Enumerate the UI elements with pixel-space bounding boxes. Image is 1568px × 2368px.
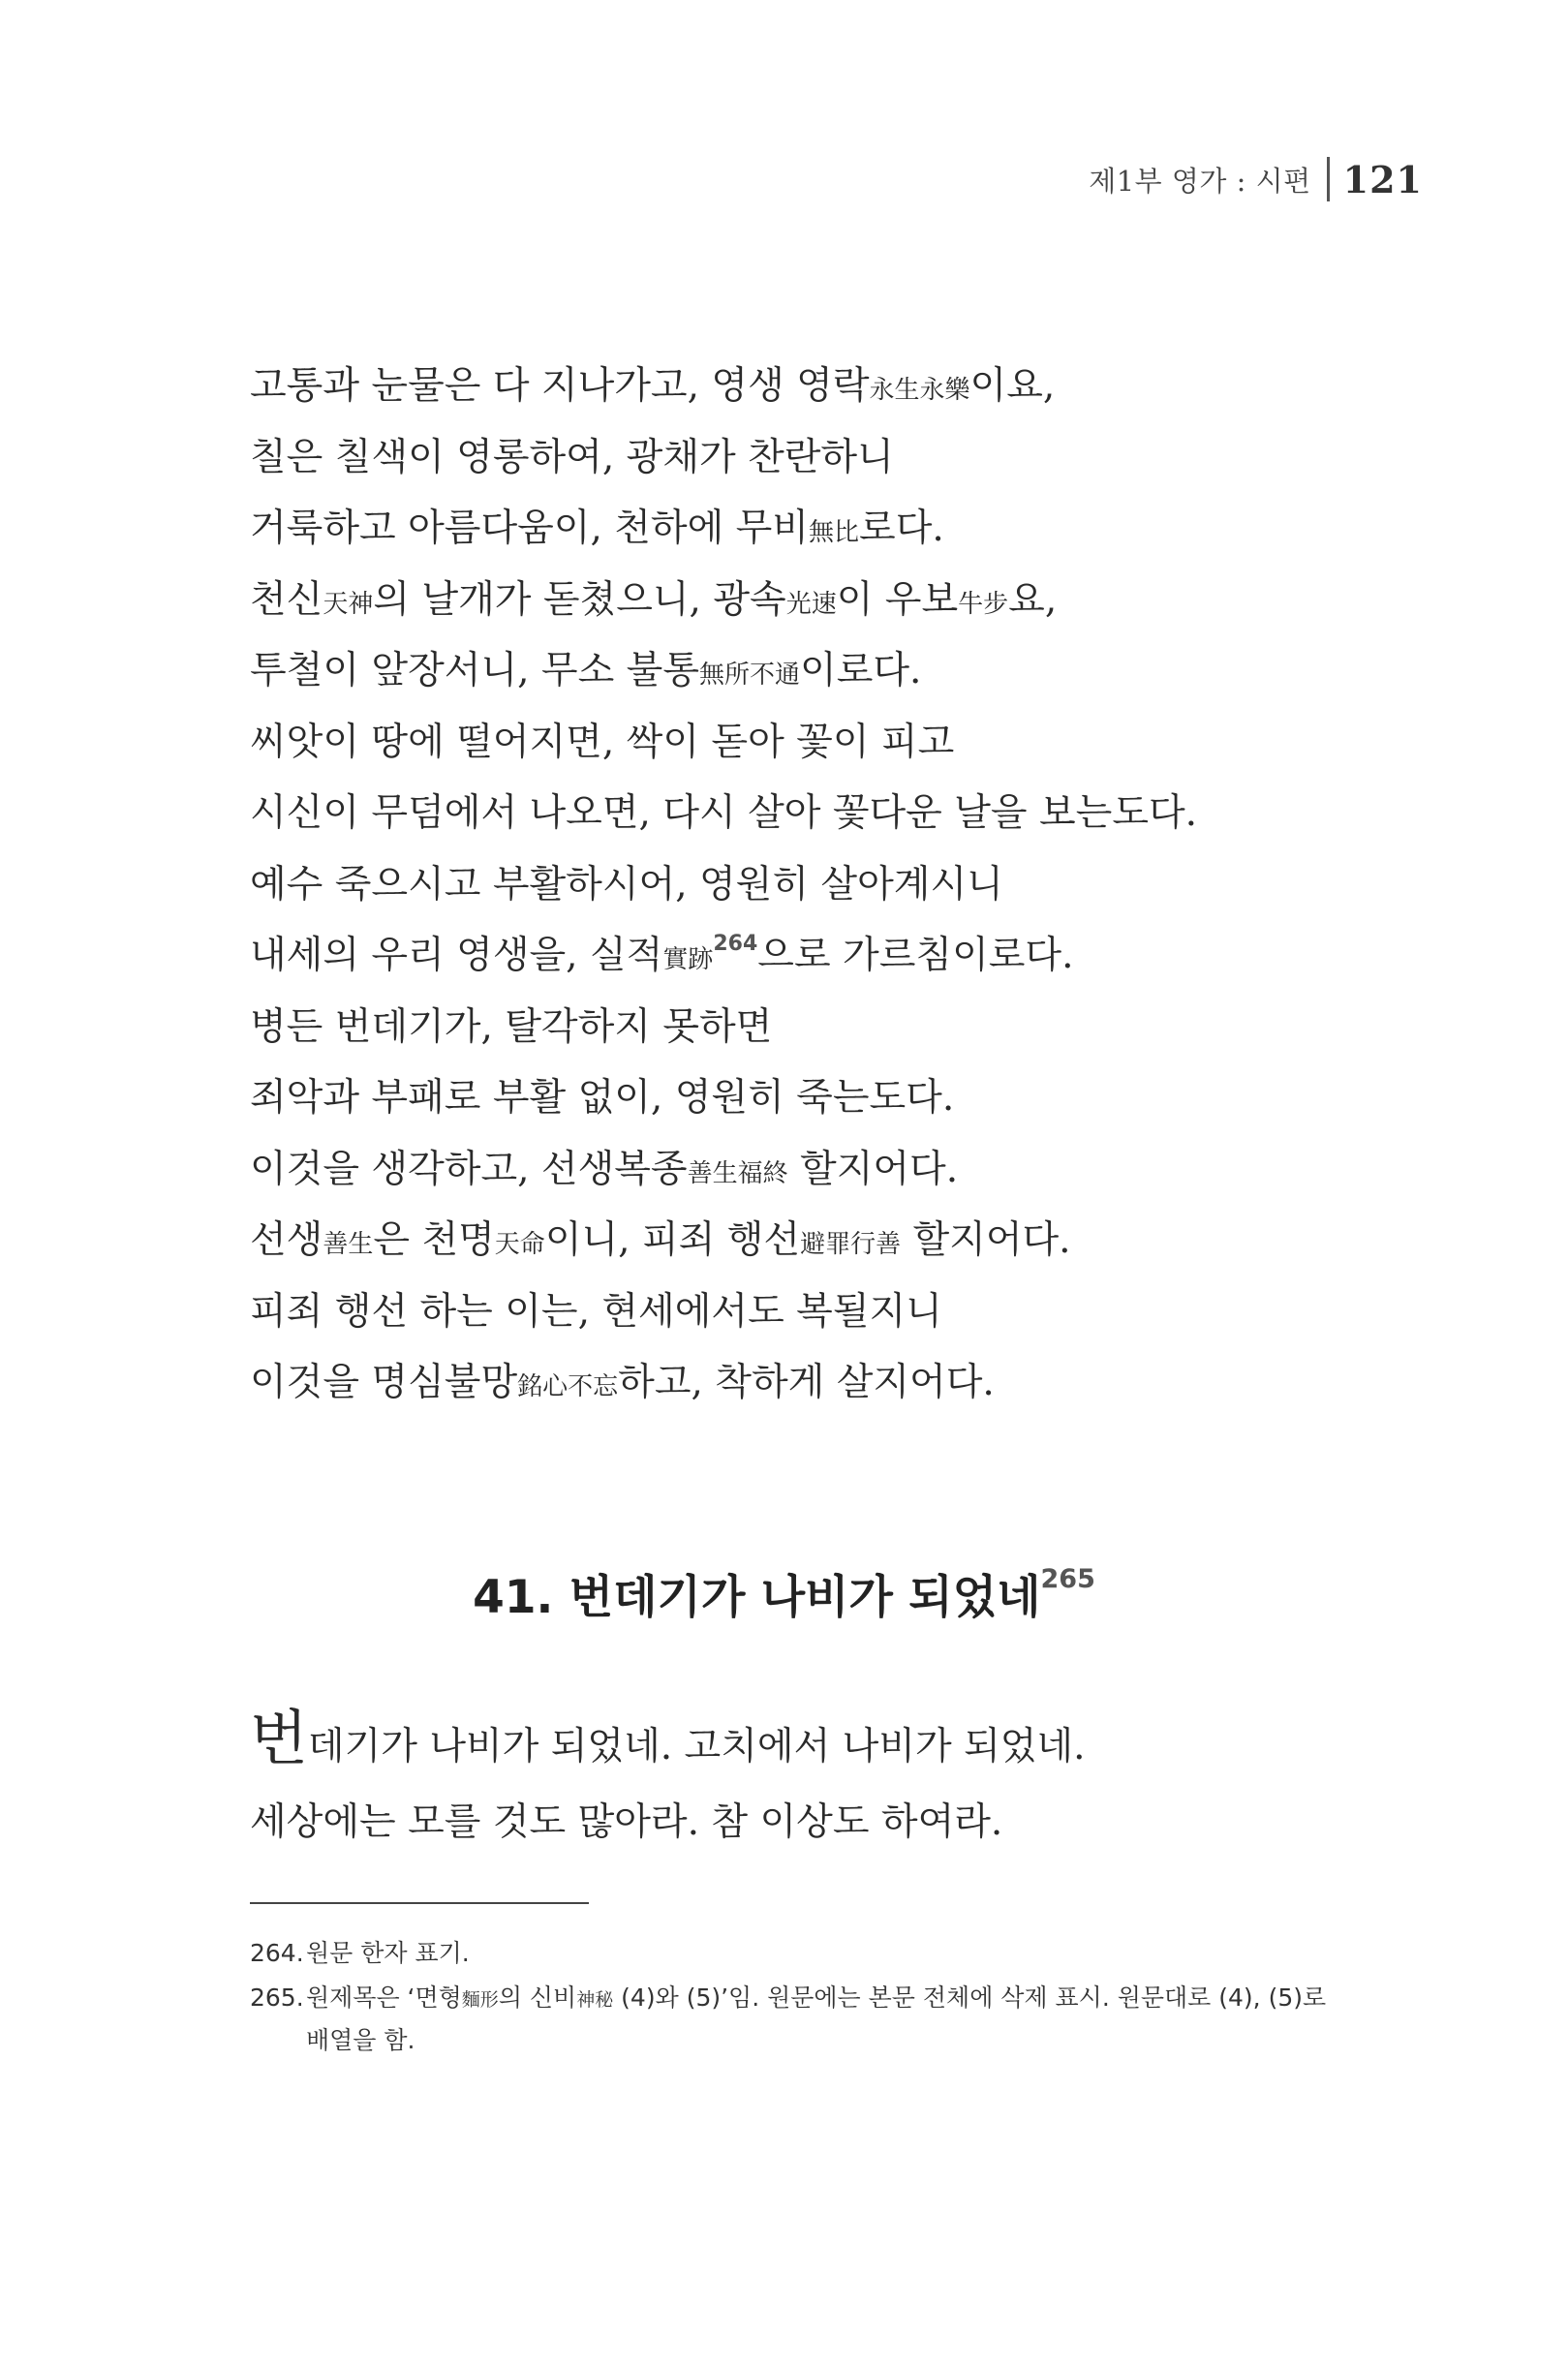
poem-line xyxy=(250,1347,1412,1419)
text-segment: 이요, xyxy=(969,364,1056,408)
text-segment: 거룩하고 아름다움이, 천하에 무비 xyxy=(250,507,810,550)
text-segment: 병든 번데기가, 탈각하지 못하면 xyxy=(250,1004,773,1049)
text-segment: 할지어다. xyxy=(901,1218,1071,1262)
hanja-annotation: 銘心不忘 xyxy=(517,1372,619,1401)
footnotes xyxy=(250,1933,1344,2065)
text-segment: 원제목은 ‘면형 xyxy=(306,1984,462,2012)
hanja-annotation: 牛步 xyxy=(958,589,1009,619)
footnote-item xyxy=(250,1978,1344,2061)
footnote-ref-265: 265 xyxy=(1040,1564,1095,1594)
footnote-number: 265. xyxy=(250,1984,304,2012)
hanja-annotation: 永生永樂 xyxy=(869,376,970,405)
footnote-item xyxy=(250,1933,1344,1974)
text-segment: 할지어다. xyxy=(787,1147,959,1191)
text-segment: 천신 xyxy=(250,577,323,622)
text-segment: 피죄 행선 하는 이는, 현세에서도 복될지니 xyxy=(250,1289,942,1334)
text-segment: 죄악과 부패로 부활 없이, 영원히 죽는도다. xyxy=(250,1076,955,1120)
poem-line xyxy=(250,920,1412,992)
text-segment: 의 날개가 돋쳤으니, 광속 xyxy=(373,577,786,622)
text-segment: 예수 죽으시고 부활하시어, 영원히 살아계시니 xyxy=(250,862,1003,907)
poem-line xyxy=(250,707,1412,779)
text-segment: 으로 가르침이로다. xyxy=(757,934,1074,977)
text-segment: (4)와 (5)’임. 원문에는 본문 전체에 삭제 표시. 원문대로 (4), (5)로 배열을 함. xyxy=(306,1984,1327,2054)
footnote-ref: 264 xyxy=(713,932,758,956)
hanja-annotation: 麵形 xyxy=(461,1989,499,2011)
hanja-annotation: 天命 xyxy=(494,1230,545,1259)
poem-line xyxy=(250,778,1412,849)
text-segment: 이것을 명심불망 xyxy=(250,1361,518,1404)
text-segment: 선생 xyxy=(250,1218,323,1262)
hanja-annotation: 避罪行善 xyxy=(800,1230,902,1259)
poem-line xyxy=(250,1062,1412,1134)
hanja-annotation: 實跡 xyxy=(662,945,714,974)
prose-line-1-text: 데기가 나비가 되었네. 고치에서 나비가 되었네. xyxy=(307,1725,1086,1768)
poem-line xyxy=(250,849,1412,921)
hanja-annotation: 天神 xyxy=(323,589,374,619)
text-segment: 은 천명 xyxy=(373,1218,495,1262)
poem-line xyxy=(250,493,1412,565)
hanja-annotation: 光速 xyxy=(785,589,837,619)
prose-line xyxy=(250,1703,1412,1785)
text-segment: 이로다. xyxy=(800,649,922,692)
drop-cap: 번 xyxy=(250,1703,308,1773)
poem-line xyxy=(250,992,1412,1063)
poem-line xyxy=(250,565,1412,636)
text-segment: 이것을 생각하고, 선생복종 xyxy=(250,1147,688,1191)
text-segment: 씨앗이 땅에 떨어지면, 싹이 돋아 꽃이 피고 xyxy=(250,720,955,764)
section-heading xyxy=(0,1561,1568,1626)
hanja-annotation: 善生 xyxy=(323,1230,374,1259)
section-title: 41. 번데기가 나비가 되었네 xyxy=(473,1571,1041,1624)
hanja-annotation: 善生福終 xyxy=(687,1158,788,1188)
running-head xyxy=(1089,155,1423,203)
footnote-number: 264. xyxy=(250,1939,304,1967)
text-segment: 투철이 앞장서니, 무소 불통 xyxy=(250,649,700,692)
text-segment: 칠은 칠색이 영롱하여, 광채가 찬란하니 xyxy=(250,435,894,479)
poem-line xyxy=(250,635,1412,707)
text-segment: 원문 한자 표기. xyxy=(306,1939,470,1967)
hanja-annotation: 神秘 xyxy=(576,1989,614,2011)
poem-line xyxy=(250,351,1412,422)
hanja-annotation: 無比 xyxy=(809,518,860,547)
text-segment: 로다. xyxy=(859,507,944,550)
text-segment: 시신이 무덤에서 나오면, 다시 살아 꽃다운 날을 보는도다. xyxy=(250,791,1198,835)
text-segment: 요, xyxy=(1008,577,1058,622)
prose-line: 세상에는 모를 것도 많아라. 참 이상도 하여라. xyxy=(250,1800,1003,1844)
hanja-annotation: 無所不通 xyxy=(699,661,801,690)
poem-block xyxy=(250,351,1412,1419)
poem-line xyxy=(250,422,1412,494)
text-segment: 고통과 눈물은 다 지나가고, 영생 영락 xyxy=(250,364,870,408)
text-segment: 이 우보 xyxy=(836,577,959,622)
text-segment: 이니, 피죄 행선 xyxy=(544,1218,801,1262)
page-number: 121 xyxy=(1342,157,1423,201)
poem-line xyxy=(250,1134,1412,1206)
text-segment: 내세의 우리 영생을, 실적 xyxy=(250,934,663,977)
running-head-section: 제1부 영가 : 시편 xyxy=(1089,164,1311,198)
text-segment: 의 신비 xyxy=(498,1984,577,2012)
poem-line xyxy=(250,1205,1412,1276)
running-head-divider xyxy=(1327,157,1330,201)
text-segment: 하고, 착하게 살지어다. xyxy=(618,1361,995,1404)
poem-line xyxy=(250,1276,1412,1348)
footnote-divider xyxy=(250,1902,589,1904)
prose-block xyxy=(250,1703,1412,1861)
